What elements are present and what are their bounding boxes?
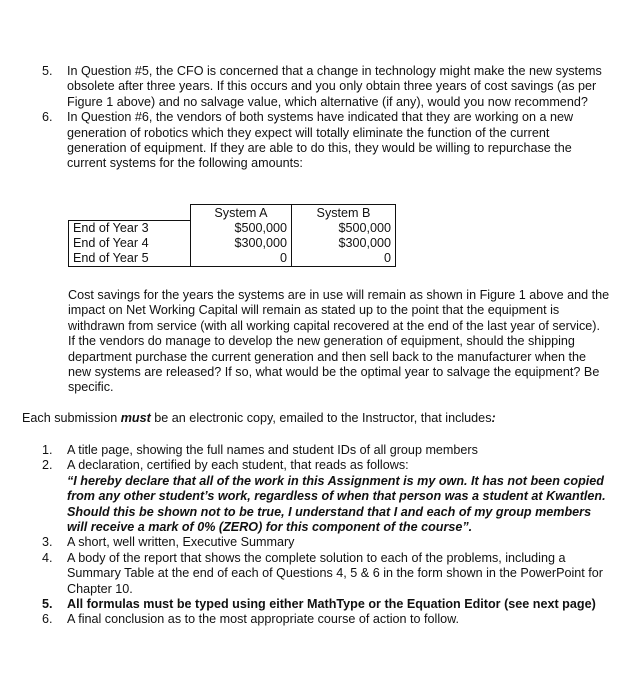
question-number: 5.	[42, 64, 53, 78]
table-row-label: End of Year 3	[69, 220, 191, 236]
table-row-label: End of Year 4	[69, 236, 191, 251]
table-header-system-b: System B	[292, 205, 396, 221]
requirement-item	[30, 535, 612, 550]
table-header-system-a: System A	[191, 205, 292, 221]
requirement-body	[67, 458, 612, 535]
table-cell-system-b: $500,000	[292, 220, 396, 236]
requirement-item	[30, 443, 612, 458]
question-item	[30, 64, 610, 110]
table-cell-system-a: $300,000	[191, 236, 292, 251]
table-cell-system-a: 0	[191, 251, 292, 267]
requirement-item	[30, 597, 612, 612]
question-item	[30, 110, 610, 172]
requirement-text: A title page, showing the full names and student IDs of all group members	[67, 443, 478, 457]
requirement-number: 4.	[42, 550, 53, 565]
requirement-item	[30, 551, 612, 597]
repurchase-table-wrapper	[68, 204, 396, 267]
table-corner-cell	[69, 205, 191, 221]
requirement-item	[30, 458, 612, 535]
requirement-text: A final conclusion as to the most appropriate course of action to follow.	[67, 612, 460, 627]
declaration-text: “I hereby declare that all of the work in this Assignment is my own. It has not been copied from any other student’s work, regardless of when that person was a student at Kwantlen. Should this be shown not to be true, I understand that I and each of my group members will receive a mark of 0% (ZERO) for this component of the course”.	[67, 473, 606, 535]
question-text: In Question #5, the CFO is concerned that a change in technology might make the new systems obsolete after three years. If this occurs and you only obtain three years of cost savings (as per Figure 1 above) and no salvage value, which alternative (if any), would you now recommend?	[67, 64, 602, 109]
requirement-number: 1.	[42, 443, 53, 457]
question-list	[30, 64, 610, 172]
table-header-row	[69, 205, 396, 221]
requirement-text: A declaration, certified by each student, that reads as follows:	[67, 458, 409, 473]
requirement-number: 6.	[42, 612, 53, 627]
submission-intro	[22, 411, 622, 426]
question-text: In Question #6, the vendors of both systems have indicated that they are working on a new generation of robotics which they expect will totally eliminate the function of the current generation of equipment. If they are able to do this, they would be willing to repurchase the current systems for the following amounts:	[67, 110, 574, 171]
submission-colon: :	[491, 411, 496, 425]
submission-intro-after: be an electronic copy, emailed to the Instructor, that includes	[150, 411, 492, 425]
requirement-text: All formulas must be typed using either MathType or the Equation Editor (see next page)	[67, 597, 596, 612]
requirement-number: 3.	[42, 535, 53, 550]
submission-emphasis: must	[120, 411, 151, 425]
cost-savings-paragraph: Cost savings for the years the systems are in use will remain as shown in Figure 1 above and the impact on Net Working Capital will remain as stated up to the point that the equipment is withdrawn from service (with all working capital recovered at the end of the last year of service). If the vendors do manage to develop the new generation of equipment, should the shipping department purchase the current generation and then sell back to the manufacturer when the new systems are released? If so, what would be the optimal year to salvage the equipment? Be specific.	[68, 288, 610, 395]
table-cell-system-b: 0	[292, 251, 396, 267]
requirements-list	[30, 443, 612, 628]
table-row	[69, 220, 396, 236]
requirement-item	[30, 612, 612, 627]
table-row	[69, 251, 396, 267]
requirement-text: A body of the report that shows the complete solution to each of the problems, including a Summary Table at the end of each of Questions 4, 5 & 6 in the form shown in the PowerPoint for Chapter 10.	[67, 550, 603, 596]
table-cell-system-a: $500,000	[191, 220, 292, 236]
table-cell-system-b: $300,000	[292, 236, 396, 251]
table-row	[69, 236, 396, 251]
requirement-number: 2.	[42, 458, 53, 473]
submission-intro-before: Each submission	[22, 411, 121, 425]
question-number: 6.	[42, 110, 53, 125]
table-row-label: End of Year 5	[69, 251, 191, 267]
requirement-number: 5.	[42, 597, 53, 612]
requirement-text: A short, well written, Executive Summary	[67, 535, 295, 550]
repurchase-table	[68, 204, 396, 267]
